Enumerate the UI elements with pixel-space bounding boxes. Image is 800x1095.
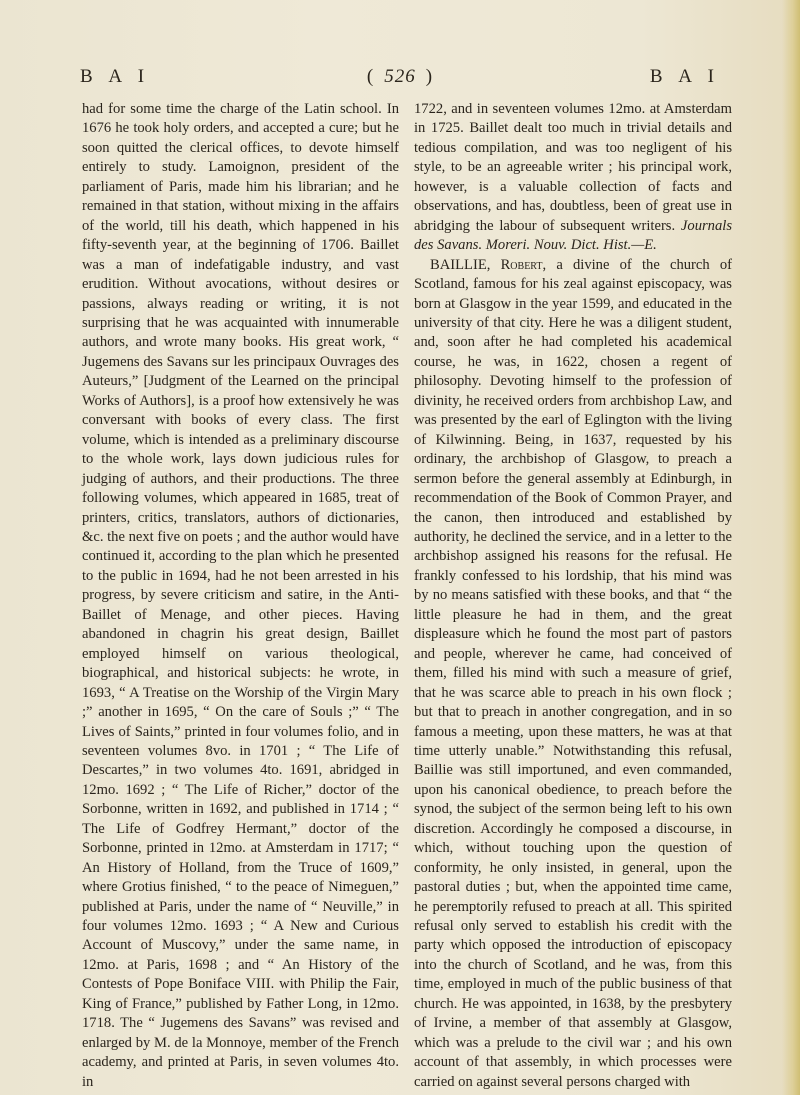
running-header [80, 66, 720, 96]
page-number-value: 526 [384, 66, 416, 87]
header-right-word: B A I [649, 66, 720, 87]
left-column [82, 100, 399, 1092]
entry-baillie [414, 256, 732, 1092]
right-column-continuation [414, 100, 732, 256]
page-edge-discoloration [782, 0, 800, 1095]
continuation-text: 1722, and in seventeen volumes 12mo. at Amsterdam in 1725. Baillet dealt too much in trivial details and tedious compilation, and was too negligent of his style, to be an agreeable writer ; his principal work, however, is a valuable collection of facts and observations, and has, doubtless, been of great use in abridging the labour of subsequent writers. [414, 101, 732, 234]
entry-headword: BAILLIE, [430, 256, 491, 273]
header-left-word: B A I [80, 66, 151, 87]
entry-forename: Robert, [500, 256, 547, 273]
source-citation: Journals des Savans. Moreri. Nouv. Dict. Hist.—E. [414, 217, 732, 254]
right-column [414, 100, 732, 1092]
page-number: ( 526 ) [366, 66, 434, 87]
left-column-paragraph: had for some time the charge of the Latin school. In 1676 he took holy orders, and accepted a cure; but he soon quitted the clerical offices, to devote himself entirely to study. Lamoignon, president of the parliament of Paris, made him his librarian; and he remained in that station, without mixing in the affairs of the world, till his death, which happened in his fifty-seventh year, at the beginning of 1706. Baillet was a man of indefatigable industry, and vast erudition. Without avocations, without desires or passions, always reading or writing, it is not surprising that he was acquainted with innumerable authors, and wrote many books. His great work, “ Jugemens des Savans sur les principaux Ouvrages des Auteurs,” [Judgment of the Learned on the principal Works of Authors], is a proof how extensively he was conversant with books of every class. The first volume, which is intended as a preliminary discourse to the whole work, lays down judicious rules for judging of authors, and their productions. The three following volumes, which appeared in 1685, treat of printers, critics, translators, authors of dictionaries, &c. the next five on poets ; and the author would have continued it, according to the plan which he presented to the public in 1694, had he not been arrested in his progress, by severe criticism and satire, in the Anti-Baillet of Menage, and other pieces. Having abandoned in chagrin his great design, Baillet employed himself on various theological, biographical, and historical subjects: he wrote, in 1693, “ A Treatise on the Worship of the Virgin Mary ;” another in 1695, “ On the care of Souls ;” “ The Lives of Saints,” printed in four volumes folio, and in seventeen volumes 8vo. in 1701 ; “ The Life of Descartes,” in two volumes 4to. 1691, abridged in 12mo. 1692 ; “ The Life of Richer,” doctor of the Sorbonne, written in 1692, and published in 1714 ; “ The Life of Godfrey Hermant,” doctor of the Sorbonne, printed in 12mo. at Amsterdam in 1717; “ An History of Holland, from the Truce of 1609,” where Grotius finished, “ to the peace of Nimeguen,” published at Paris, under the name of “ Neuville,” in four volumes 12mo. 1693 ; “ A New and Curious Account of Muscovy,” under the same name, in 12mo. at Paris, 1698 ; and “ An History of the Contests of Pope Boniface VIII. with Philip the Fair, King of France,” published by Father Long, in 12mo. 1718. The “ Jugemens des Savans” was revised and enlarged by M. de la Monnoye, member of the French academy, and printed at Paris, in seven volumes 4to. in [82, 101, 399, 1090]
entry-body: a divine of the church of Scotland, famous for his zeal against episcopacy, was born at Glasgow in the year 1599, and educated in the university of that city. Here he was a diligent student, and, soon after he had completed his academical course, he was, in 1622, chosen a regent of philosophy. Devoting himself to the profession of divinity, he received orders from archbishop Law, and was presented by the earl of Eglington with the living of Kilwinning. Being, in 1637, requested by his ordinary, the archbishop of Glasgow, to preach a sermon before the general assembly at Edinburgh, in recommendation of the Book of Common Prayer, and the canon, then introduced and established by authority, he declined the service, and in a letter to the archbishop assigned his reasons for the refusal. He frankly confessed to his lordship, that his mind was by no means satisfied with these books, and that “ the little pleasure he had in them, and the great displeasure which he found the most part of pastors and people, wherever he came, had conceived of them, filled his mind with such a measure of grief, that he was scarce able to preach in his own flock ; but that to preach in another congregation, and in so famous a meeting, upon these matters, he was at that time utterly unable.” Notwithstanding this refusal, Baillie was still importuned, and even commanded, upon his canonical obedience, to preach before the synod, the subject of the sermon being left to his own discretion. Accordingly he composed a discourse, in which, without touching upon the question of conformity, he only insisted, in general, upon the pastoral duties ; but, when the appointed time came, he peremptorily refused to preach at all. This spirited refusal only served to establish his credit with the party which opposed the introduction of episcopacy into the church of Scotland, and he was, from this time, employed in much of the public business of that church. He was appointed, in 1638, by the presbytery of Irvine, a member of that assembly at Glasgow, which was a prelude to the civil war ; and his own account of that assembly, in which processes were carried on against several persons charged with [414, 256, 733, 1090]
